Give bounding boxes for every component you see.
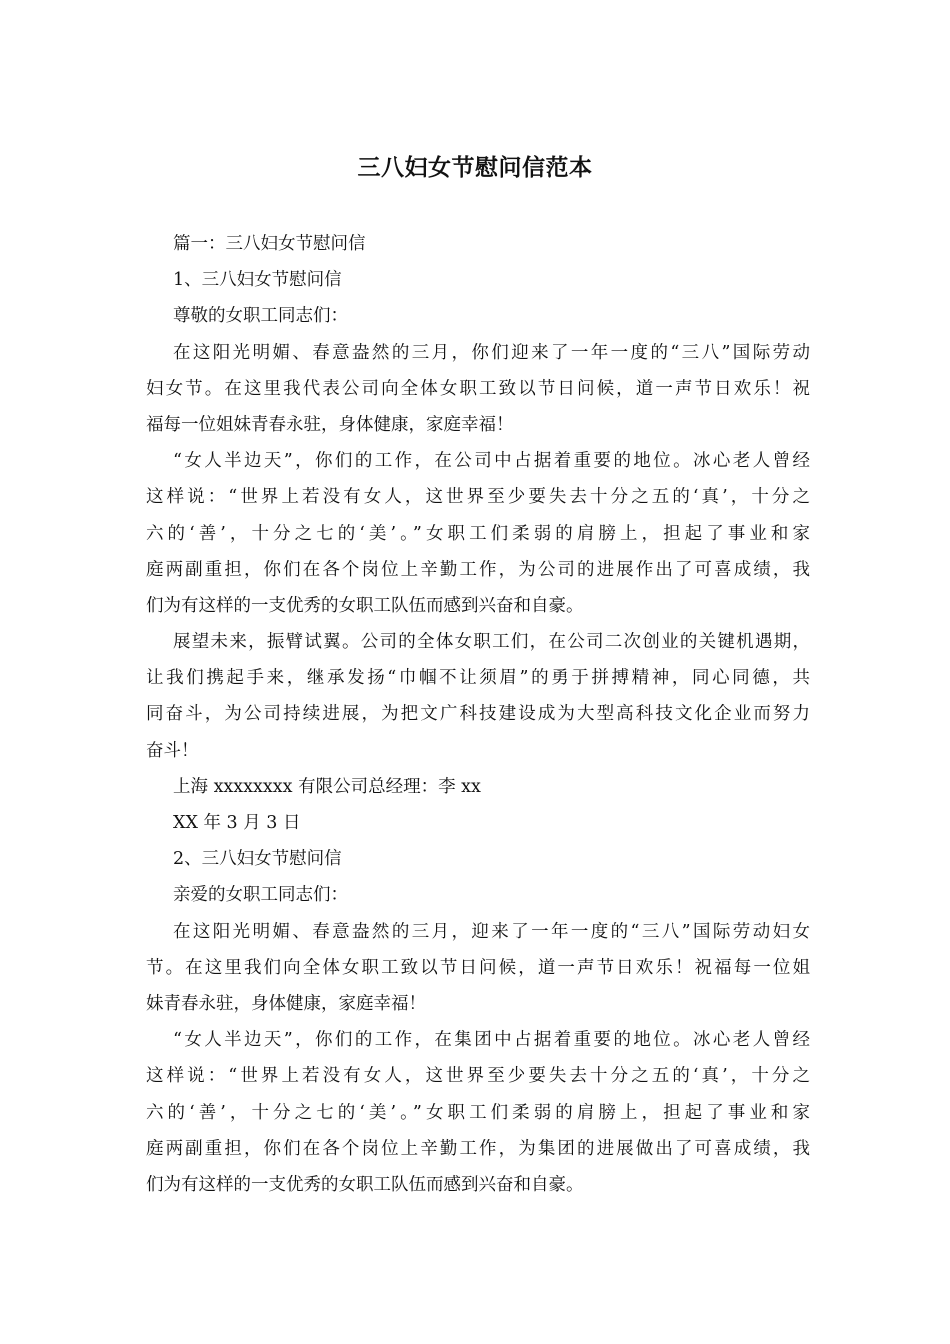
- letter-heading: 2、三八妇女节慰问信: [173, 849, 342, 870]
- paragraph-line: 奋斗！: [146, 740, 199, 761]
- salutation: 尊敬的女职工同志们：: [173, 306, 348, 327]
- paragraph-line: 妇女节。在这里我代表公司向全体女职工致以节日问候，道一声节日欢乐！祝: [146, 378, 810, 399]
- paragraph-line: 展望未来，振臂试翼。公司的全体女职工们，在公司二次创业的关键机遇期，: [173, 632, 810, 653]
- paragraph-line: 这样说：“世界上若没有女人，这世界至少要失去十分之五的‘真’，十分之: [146, 1066, 810, 1087]
- paragraph-line: 六的‘善’，十分之七的‘美’。”女职工们柔弱的肩膀上，担起了事业和家: [146, 523, 810, 544]
- paragraph-line: “女人半边天”，你们的工作，在集团中占据着重要的地位。冰心老人曾经: [173, 1030, 810, 1051]
- paragraph-line: 这样说：“世界上若没有女人，这世界至少要失去十分之五的‘真’，十分之: [146, 487, 810, 508]
- salutation: 亲爱的女职工同志们：: [173, 885, 348, 906]
- paragraph-line: 六的‘善’，十分之七的‘美’。”女职工们柔弱的肩膀上，担起了事业和家: [146, 1102, 810, 1123]
- date-line: XX 年 3 月 3 日: [173, 813, 301, 833]
- paragraph-line: 节。在这里我们向全体女职工致以节日问候，道一声节日欢乐！祝福每一位姐: [146, 957, 810, 978]
- paragraph-line: 妹青春永驻，身体健康，家庭幸福！: [146, 993, 426, 1014]
- letter-heading: 1、三八妇女节慰问信: [173, 270, 342, 291]
- section-heading: 篇一：三八妇女节慰问信: [173, 234, 366, 254]
- paragraph-line: 庭两副重担，你们在各个岗位上辛勤工作，为集团的进展做出了可喜成绩，我: [146, 1138, 810, 1159]
- paragraph-line: 在这阳光明媚、春意盎然的三月，迎来了一年一度的“三八”国际劳动妇女: [173, 921, 810, 942]
- paragraph-line: 庭两副重担，你们在各个岗位上辛勤工作，为公司的进展作出了可喜成绩，我: [146, 559, 810, 580]
- document-body: [146, 226, 810, 1203]
- paragraph-line: “女人半边天”，你们的工作，在公司中占据着重要的地位。冰心老人曾经: [173, 451, 810, 472]
- paragraph-line: 福每一位姐妹青春永驻，身体健康，家庭幸福！: [146, 414, 514, 435]
- paragraph-line: 们为有这样的一支优秀的女职工队伍而感到兴奋和自豪。: [146, 595, 584, 616]
- signature-line: 上海 xxxxxxxx 有限公司总经理：李 xx: [173, 776, 481, 797]
- document-title: 三八妇女节慰问信范本: [357, 154, 593, 181]
- paragraph-line: 让我们携起手来，继承发扬“巾帼不让须眉”的勇于拼搏精神，同心同德，共: [146, 668, 810, 689]
- paragraph-line: 在这阳光明媚、春意盎然的三月，你们迎来了一年一度的“三八”国际劳动: [173, 342, 810, 363]
- paragraph-line: 们为有这样的一支优秀的女职工队伍而感到兴奋和自豪。: [146, 1174, 584, 1195]
- paragraph-line: 同奋斗，为公司持续进展，为把文广科技建设成为大型高科技文化企业而努力: [146, 704, 810, 725]
